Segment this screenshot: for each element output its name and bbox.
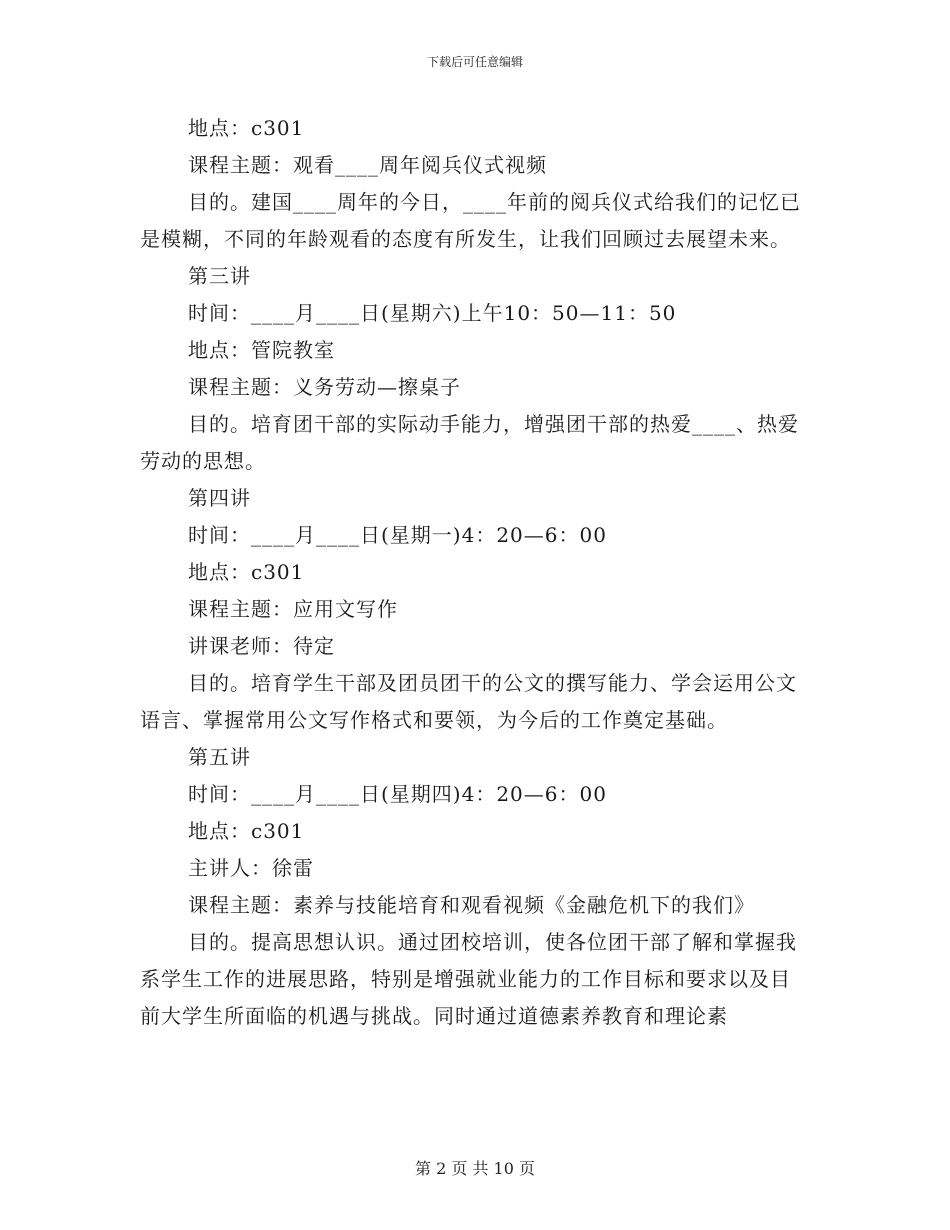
- purpose-paragraph: 目的。提高思想认识。通过团校培训，使各位团干部了解和掌握我系学生工作的进展思路，特别是增强就业能力的工作目标和要求以及目前大学生所面临的机遇与挑战。同时通过道德素养教育和理论素: [140, 930, 797, 1028]
- lecturer-line: 讲课老师：待定: [188, 634, 335, 658]
- page-header: 下载后可任意编辑: [426, 55, 523, 69]
- time-line: 时间：____月____日(星期四)4：20—6：00: [188, 782, 607, 806]
- location-line: 地点：管院教室: [188, 338, 335, 362]
- location-line: 地点：c301: [188, 560, 305, 584]
- course-topic-line: 课程主题：素养与技能培育和观看视频《金融危机下的我们》: [188, 893, 755, 917]
- location-line: 地点：c301: [188, 819, 305, 843]
- course-topic-line: 课程主题：义务劳动—擦桌子: [188, 375, 461, 399]
- course-topic-line: 课程主题：观看____周年阅兵仪式视频: [188, 153, 547, 177]
- page-footer: 第 2 页 共 10 页: [415, 1159, 535, 1178]
- purpose-paragraph: 目的。培育团干部的实际动手能力，增强团干部的热爱____、热爱劳动的思想。: [140, 412, 799, 473]
- lecture-heading: 第五讲: [188, 745, 251, 769]
- purpose-paragraph: 目的。培育学生干部及团员团干的公文的撰写能力、学会运用公文语言、掌握常用公文写作格式和要领，为今后的工作奠定基础。: [140, 671, 797, 732]
- time-line: 时间：____月____日(星期六)上午10：50—11：50: [188, 301, 677, 325]
- time-line: 时间：____月____日(星期一)4：20—6：00: [188, 523, 607, 547]
- lecture-heading: 第三讲: [188, 264, 251, 288]
- document-body: [140, 110, 810, 1035]
- course-topic-line: 课程主题：应用文写作: [188, 597, 398, 621]
- speaker-line: 主讲人：徐雷: [188, 856, 314, 880]
- location-line: 地点：c301: [188, 116, 305, 140]
- purpose-paragraph: 目的。建国____周年的今日，____年前的阅兵仪式给我们的记忆已是模糊，不同的年龄观看的态度有所发生，让我们回顾过去展望未来。: [140, 190, 801, 251]
- lecture-heading: 第四讲: [188, 486, 251, 510]
